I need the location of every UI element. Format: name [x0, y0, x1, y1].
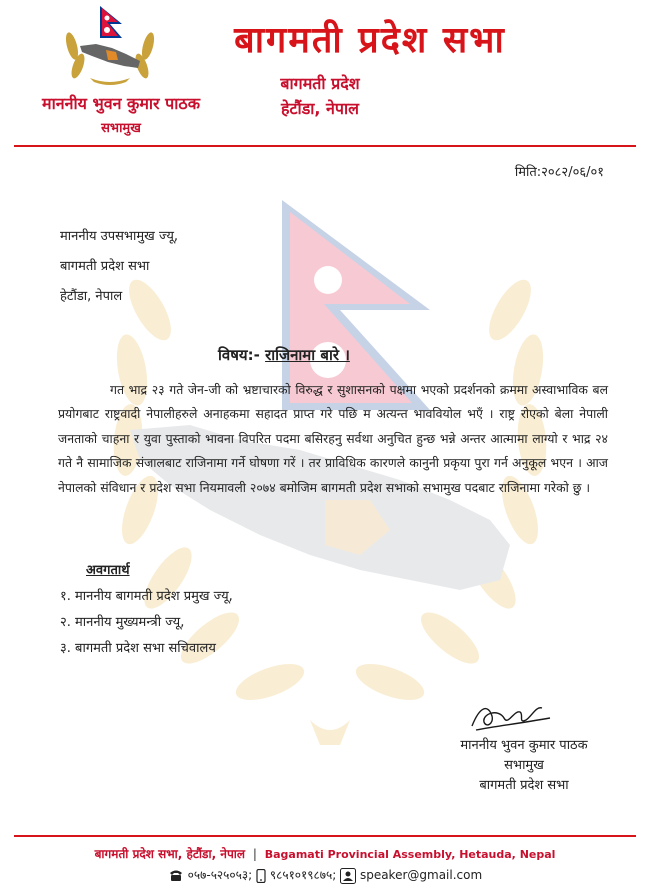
footer-address-nepali: बागमती प्रदेश सभा, हेटौंडा, नेपाल	[94, 847, 246, 861]
address-city: हेटौंडा, नेपाल	[280, 99, 360, 118]
emblem-flag	[100, 6, 122, 38]
header-divider	[14, 145, 636, 147]
footer-separator: |	[252, 847, 257, 861]
cc-item: २. माननीय मुख्यमन्त्री ज्यू,	[60, 615, 185, 630]
cc-item: १. माननीय बागमती प्रदेश प्रमुख ज्यू,	[60, 589, 233, 604]
speaker-name: माननीय भुवन कुमार पाठक	[42, 94, 200, 113]
mobile-icon	[256, 869, 266, 883]
footer-address	[0, 845, 650, 862]
email-icon	[340, 868, 356, 884]
signatory-title: सभामुख	[504, 758, 544, 773]
signatory-org: बागमती प्रदेश सभा	[479, 778, 569, 793]
assembly-title: बागमती प्रदेश सभा	[234, 19, 506, 61]
email-address[interactable]: speaker@gmail.com	[359, 868, 483, 882]
mobile-number: ९८५१०१९८७५;	[269, 868, 337, 882]
speaker-title: सभामुख	[101, 121, 141, 136]
emblem-logo	[60, 6, 160, 86]
footer-divider	[14, 835, 636, 837]
phone-number: ०५७-५२५०५३;	[187, 868, 253, 882]
recipient-line: माननीय उपसभामुख ज्यू,	[60, 229, 179, 244]
handwritten-signature	[466, 696, 556, 736]
signatory-name: माननीय भुवन कुमार पाठक	[460, 738, 588, 753]
cc-item: ३. बागमती प्रदेश सभा सचिवालय	[60, 641, 216, 656]
letter-body: गत भाद्र २३ गते जेन-जी को भ्रष्टाचारको विरुद्ध र सुशासनको पक्षमा भएको प्रदर्शनको क्रममा अस्वाभाविक बल प्रयोगबाट राष्ट्रवादी नेपालीहरुले अनाहकमा सहादत प्राप्त गरे पछि म अत्यन्त भाववियोल भएँ । राष्ट्र रोएको बेला नेपाली जनताको चाहना र युवा पुस्ताको भावना विपरित पदमा बसिरहनु सर्वथा अनुचित हुन्छ भन्ने अन्तर आत्मामा लाग्यो र भाद्र २४ गते नै सामाजिक संजालबाट राजिनामा गर्ने घोषणा गरें । तर प्राविधिक कारणले कानुनी प्रकृया पुरा गर्न अनुकूल भएन । आज नेपालको संविधान र प्रदेश सभा नियमावली २०७४ बमोजिम बागमती प्रदेश सभाको सभामुख पदबाट राजिनामा गरेको छु ।	[58, 382, 608, 495]
subject-label: विषय:-	[218, 346, 260, 364]
recipient-line: हेटौंडा, नेपाल	[60, 289, 123, 304]
cc-heading: अवगतार्थ	[86, 563, 130, 578]
footer-contact	[0, 866, 650, 884]
phone-icon	[168, 869, 184, 882]
letter-date: मिति:२०८२/०६/०१	[514, 165, 604, 180]
address-province: बागमती प्रदेश	[280, 74, 360, 93]
subject-line	[218, 345, 350, 365]
recipient-line: बागमती प्रदेश सभा	[60, 259, 150, 274]
subject-title: राजिनामा बारे ।	[265, 346, 350, 364]
footer-address-english: Bagamati Provincial Assembly, Hetauda, Nepal	[264, 848, 556, 861]
